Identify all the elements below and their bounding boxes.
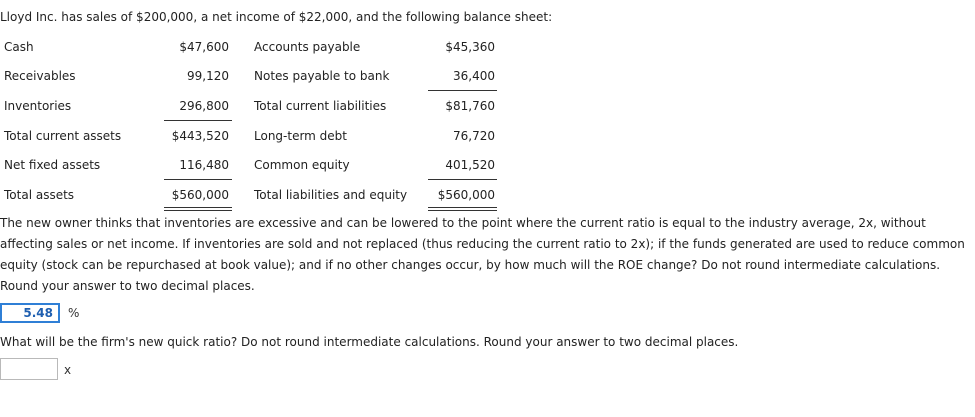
- asset-value-total-current: $443,520: [171, 129, 229, 143]
- question-1-line-4: Round your answer to two decimal places.: [0, 279, 255, 293]
- quick-ratio-unit-label: x: [64, 363, 72, 377]
- subtotal-rule-liabilities: [428, 90, 497, 91]
- asset-label-total-current: Total current assets: [4, 129, 122, 143]
- double-rule-assets: [164, 207, 232, 211]
- liability-label-long-term-debt: Long-term debt: [254, 129, 348, 143]
- liability-label-accounts-payable: Accounts payable: [254, 40, 361, 54]
- question-1-line-2: affecting sales or net income. If inventories are sold and not replaced (thus reducing the current ratio to 2x); if the funds generated are used to reduce common: [0, 237, 965, 251]
- question-1-line-1: The new owner thinks that inventories are excessive and can be lowered to the point where the current ratio is equal to the industry average, 2x, without: [0, 216, 926, 230]
- asset-value-total-assets: $560,000: [171, 188, 229, 202]
- asset-value-cash: $47,600: [179, 40, 229, 54]
- total-rule-liabilities: [428, 179, 497, 180]
- double-rule-liabilities: [428, 207, 497, 211]
- liability-value-notes-payable: 36,400: [453, 69, 495, 83]
- roe-change-input[interactable]: 5.48: [0, 303, 60, 323]
- asset-label-inventories: Inventories: [4, 99, 72, 113]
- asset-label-receivables: Receivables: [4, 69, 76, 83]
- asset-label-net-fixed: Net fixed assets: [4, 158, 101, 172]
- liability-label-total-current: Total current liabilities: [254, 99, 387, 113]
- asset-value-receivables: 99,120: [187, 69, 229, 83]
- intro-text: Lloyd Inc. has sales of $200,000, a net income of $22,000, and the following balance sheet:: [0, 10, 553, 24]
- liability-value-common-equity: 401,520: [445, 158, 495, 172]
- asset-value-net-fixed: 116,480: [179, 158, 229, 172]
- question-1-line-3: equity (stock can be repurchased at book value); and if no other changes occur, by how much will the ROE change? Do not round intermediate calculations.: [0, 258, 941, 272]
- roe-unit-label: %: [68, 306, 80, 320]
- liability-value-long-term-debt: 76,720: [453, 129, 495, 143]
- asset-value-inventories: 296,800: [179, 99, 229, 113]
- liability-label-total-liabilities-equity: Total liabilities and equity: [254, 188, 408, 202]
- liability-label-notes-payable: Notes payable to bank: [254, 69, 390, 83]
- liability-value-total-liabilities-equity: $560,000: [437, 188, 495, 202]
- quick-ratio-input[interactable]: [0, 358, 58, 380]
- liability-value-total-current: $81,760: [445, 99, 495, 113]
- question-2-text: What will be the firm's new quick ratio? Do not round intermediate calculations. Round your answer to two decimal places.: [0, 335, 739, 349]
- liability-label-common-equity: Common equity: [254, 158, 350, 172]
- total-rule-assets: [164, 179, 232, 180]
- asset-label-total-assets: Total assets: [4, 188, 75, 202]
- subtotal-rule-assets: [164, 120, 232, 121]
- asset-label-cash: Cash: [4, 40, 34, 54]
- liability-value-accounts-payable: $45,360: [445, 40, 495, 54]
